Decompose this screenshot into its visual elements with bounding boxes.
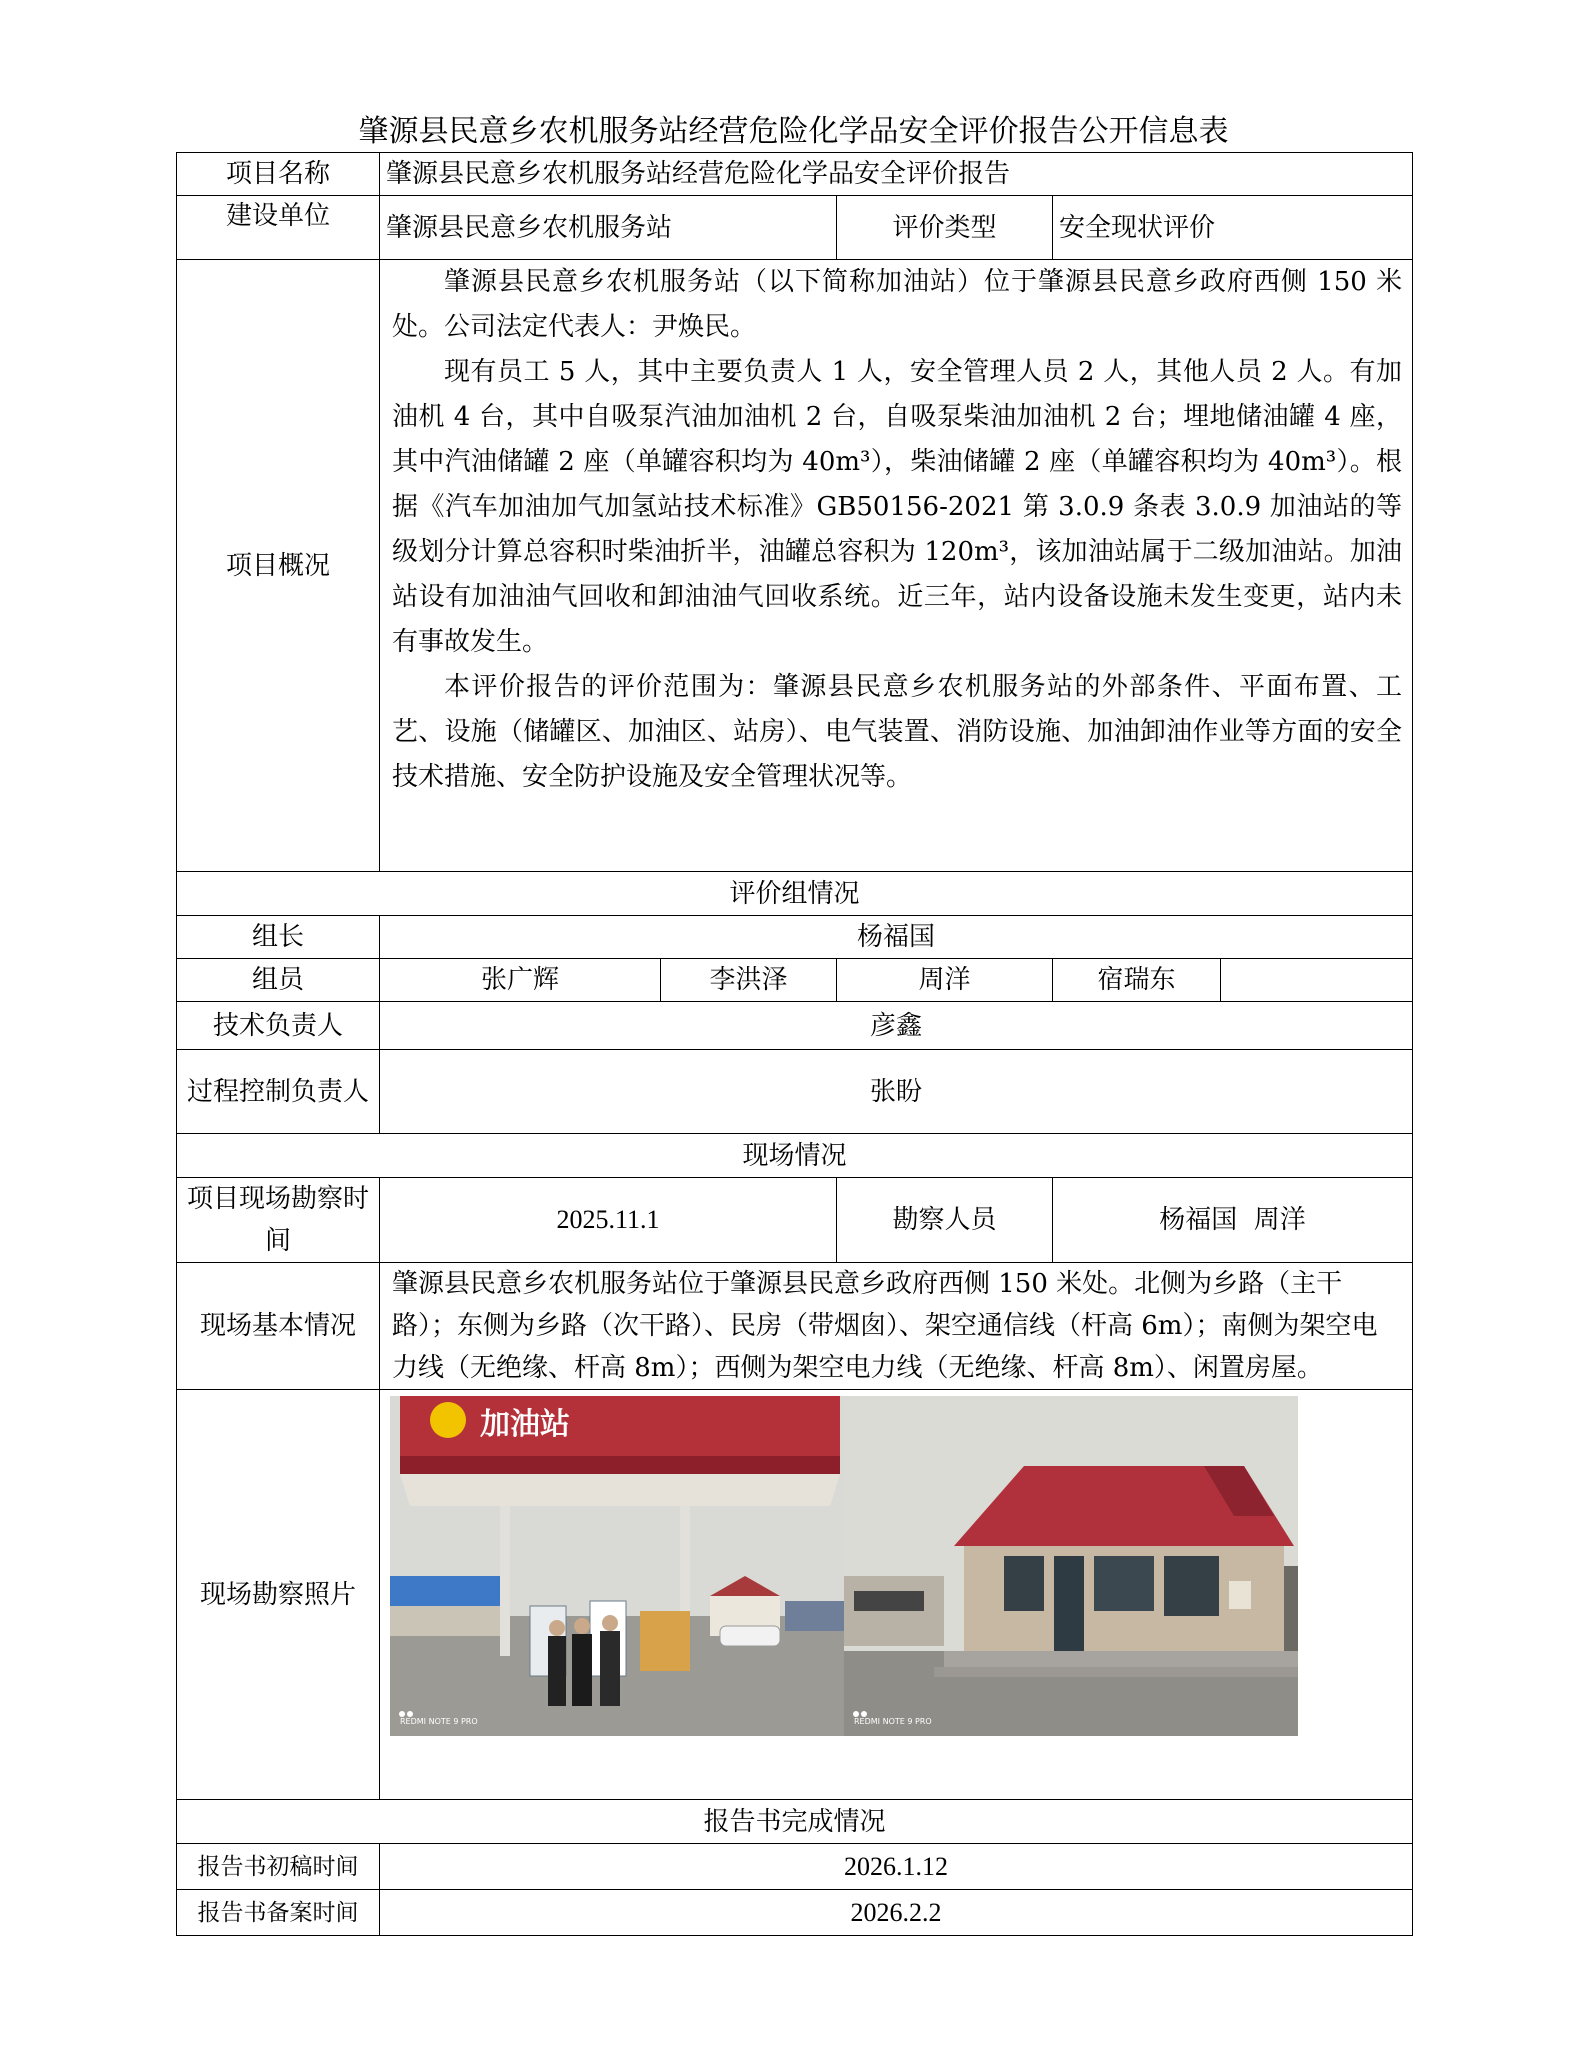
row-overview xyxy=(177,260,1413,872)
row-draft xyxy=(177,1844,1413,1890)
site-basic-label: 现场基本情况 xyxy=(177,1263,380,1390)
member-3: 周洋 xyxy=(837,959,1053,1002)
photo-building xyxy=(844,1396,1298,1736)
row-filing xyxy=(177,1890,1413,1936)
draft-label: 报告书初稿时间 xyxy=(177,1844,380,1890)
canopy-photo-image xyxy=(390,1396,844,1736)
filing-value: 2026.2.2 xyxy=(380,1890,1413,1936)
project-name-value: 肇源县民意乡农机服务站经营危险化学品安全评价报告 xyxy=(380,153,1413,196)
surveyors-value: 杨福国 周洋 xyxy=(1053,1178,1413,1263)
photos-cell xyxy=(380,1390,1413,1800)
info-table xyxy=(176,152,1413,1936)
builder-value: 肇源县民意乡农机服务站 xyxy=(380,196,837,260)
eval-type-value: 安全现状评价 xyxy=(1053,196,1413,260)
photo-canopy xyxy=(390,1396,844,1736)
member-4: 宿瑞东 xyxy=(1053,959,1221,1002)
photos-label: 现场勘察照片 xyxy=(177,1390,380,1800)
leader-label: 组长 xyxy=(177,916,380,959)
overview-label: 项目概况 xyxy=(177,260,380,872)
canopy-sign-text: 加油站 xyxy=(480,1407,570,1442)
member-2: 李洪泽 xyxy=(661,959,837,1002)
row-site-basic xyxy=(177,1263,1413,1390)
row-tech xyxy=(177,1002,1413,1050)
overview-paragraph-2: 现有员工 5 人，其中主要负责人 1 人，安全管理人员 2 人，其他人员 2 人。有加油机 4 台，其中自吸泵汽油加油机 2 台，自吸泵柴油加油机 2 台；埋地储油罐 4 座，其中汽油储罐 2 座（单罐容积均为 40m³），柴油储罐 2 座（单罐容积均为 40m³）。根据《汽车加油加气加氢站技术标准》GB50156-2021 第 3.0.9 条表 3.0.9 加油站的等级划分计算总容积时柴油折半，油罐总容积为 120m³，该加油站属于二级加油站。加油站设有加油油气回收和卸油油气回收系统。近三年，站内设备设施未发生变更，站内未有事故发生。 xyxy=(392,357,1403,657)
process-label: 过程控制负责人 xyxy=(177,1050,380,1134)
page-title: 肇源县民意乡农机服务站经营危险化学品安全评价报告公开信息表 xyxy=(358,114,1229,149)
row-members xyxy=(177,959,1413,1002)
builder-label: 建设单位 xyxy=(177,196,380,260)
leader-value: 杨福国 xyxy=(380,916,1413,959)
row-site-section xyxy=(177,1134,1413,1178)
site-section-heading: 现场情况 xyxy=(177,1134,1413,1178)
site-basic-value: 肇源县民意乡农机服务站位于肇源县民意乡政府西侧 150 米处。北侧为乡路（主干路）；东侧为乡路（次干路）、民房（带烟囱）、架空通信线（杆高 6m）；南侧为架空电力线（无绝缘、杆高 8m）；西侧为架空电力线（无绝缘、杆高 8m）、闲置房屋。 xyxy=(380,1263,1413,1390)
row-project-name xyxy=(177,153,1413,196)
row-process xyxy=(177,1050,1413,1134)
row-photos xyxy=(177,1390,1413,1800)
member-5 xyxy=(1221,959,1413,1002)
eval-type-label: 评价类型 xyxy=(837,196,1053,260)
overview-content xyxy=(380,260,1413,872)
row-survey xyxy=(177,1178,1413,1263)
row-team-section xyxy=(177,872,1413,916)
overview-paragraph-1: 肇源县民意乡农机服务站（以下简称加油站）位于肇源县民意乡政府西侧 150 米处。公司法定代表人：尹焕民。 xyxy=(392,267,1403,342)
member-1: 张广辉 xyxy=(380,959,661,1002)
brand-logo-icon xyxy=(430,1402,466,1438)
tech-value: 彦鑫 xyxy=(380,1002,1413,1050)
filing-label: 报告书备案时间 xyxy=(177,1890,380,1936)
row-report-section xyxy=(177,1800,1413,1844)
draft-value: 2026.1.12 xyxy=(380,1844,1413,1890)
process-value: 张盼 xyxy=(380,1050,1413,1134)
tech-label: 技术负责人 xyxy=(177,1002,380,1050)
photo-watermark-2: REDMI NOTE 9 PRO xyxy=(854,1717,932,1726)
report-section-heading: 报告书完成情况 xyxy=(177,1800,1413,1844)
photo-strip xyxy=(380,1390,1412,1736)
survey-time-value: 2025.11.1 xyxy=(380,1178,837,1263)
row-builder xyxy=(177,196,1413,260)
members-label: 组员 xyxy=(177,959,380,1002)
row-leader xyxy=(177,916,1413,959)
surveyors-label: 勘察人员 xyxy=(837,1178,1053,1263)
photo-watermark: REDMI NOTE 9 PRO xyxy=(400,1717,478,1726)
project-name-label: 项目名称 xyxy=(177,153,380,196)
building-photo-image xyxy=(844,1396,1298,1736)
survey-time-label: 项目现场勘察时间 xyxy=(177,1178,380,1263)
overview-paragraph-3: 本评价报告的评价范围为：肇源县民意乡农机服务站的外部条件、平面布置、工艺、设施（储罐区、加油区、站房）、电气装置、消防设施、加油卸油作业等方面的安全技术措施、安全防护设施及安全管理状况等。 xyxy=(392,672,1403,792)
team-section-heading: 评价组情况 xyxy=(177,872,1413,916)
